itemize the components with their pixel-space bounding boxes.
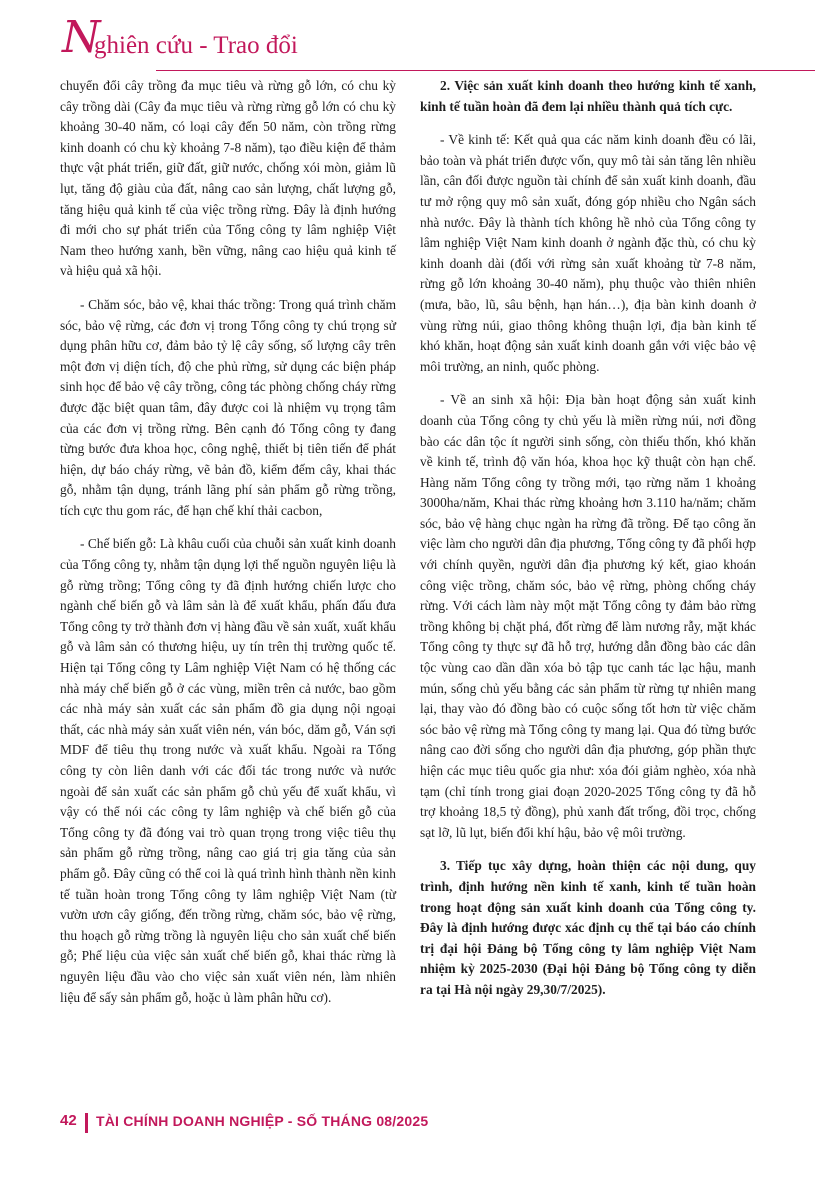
section-heading-2: 2. Việc sản xuất kinh doanh theo hướng kinh tế xanh, kinh tế tuần hoàn đã đem lại nhiều thành quả tích cực. — [420, 78, 756, 114]
paragraph-social-security: - Về an sinh xã hội: Địa bàn hoạt động sản xuất kinh doanh của Tổng công ty chủ yếu là miền rừng núi, nơi đồng bào các dân tộc ít người sinh sống, còn thiếu thốn, khó khăn về kinh tế, trình độ văn hóa, khoa học kỹ thuật còn hạn chế. Hàng năm Tổng công ty trồng mới, tạo rừng năm 1 khoảng 3000ha/năm, Khai thác rừng khoảng hơn 3.110 ha/năm; chăm sóc, bảo vệ hàng chục ngàn ha rừng đã trồng. Để tạo công ăn việc làm cho người dân địa phương, Tổng công ty đã phối hợp với chính quyền, người dân địa phương ký kết, giao khoán công việc trồng, chăm sóc, bảo vệ rừng, phòng chống cháy rừng. Với cách làm này một mặt Tổng công ty đảm bảo rừng trồng không bị chặt phá, đốt rừng để làm nương rẫy, mặt khác Tổng công ty thực sự đã hỗ trợ, hướng dẫn đồng bào các dân tộc vùng cao dần dần xóa bỏ tập tục canh tác lạc hậu, manh mún, sống chủ yếu bằng các sản phẩm từ rừng tự nhiên mang lại, thay vào đó đồng bào có cuộc sống tốt hơn từ việc chăm sóc bảo vệ rừng mà Tổng công ty mang lại. Qua đó từng bước nâng cao đời sống cho người dân địa phương, góp phần thực hiện các mục tiêu quốc gia như: xóa đói giảm nghèo, xóa nhà tạm (chỉ tính trong giai đoạn 2020-2025 Tổng công ty đã hỗ trợ khoảng 18,5 tỷ đồng), phủ xanh đất trống, đồi trọc, chống sạt lỡ, lũ lụt, biến đổi khí hậu, bảo vệ môi trường. — [420, 392, 756, 840]
right-column — [420, 76, 756, 1014]
paragraph-wood-processing: - Chế biến gỗ: Là khâu cuối của chuỗi sản xuất kinh doanh của Tổng công ty, nhằm tận dụng lợi thế nguồn nguyên liệu là gỗ rừng trồng; Tổng công ty đã định hướng chiến lược cho ngành chế biến gỗ và lâm sản là để xuất khẩu, phấn đấu đưa Tổng công ty trở thành đơn vị hàng đầu về sản xuất, xuất khẩu gỗ và lâm sản có thương hiệu, uy tín trên thị trường quốc tế. Hiện tại Tổng công ty Lâm nghiệp Việt Nam có hệ thống các nhà máy chế biến gỗ ở các vùng, miền trên cả nước, bao gồm các nhà máy sản xuất các sản phẩm đồ gia dụng nội ngoại thất, các nhà máy sản xuất viên nén, ván bóc, dăm gỗ, Ván sợi MDF để tiêu thụ trong nước và xuất khẩu. Ngoài ra Tổng công ty còn liên danh với các đối tác trong nước và nước ngoài để sản xuất các sản phẩm gỗ chủ yếu để xuất khẩu, vì vậy có thể nói các công ty lâm nghiệp và chế biến gỗ của Tổng công ty đã đóng vai trò quan trọng trong việc tiêu thụ sản phẩm gỗ rừng trồng, nâng cao giá trị gia tăng của sản phẩm gỗ. Đây cũng có thể coi là quá trình hình thành nền kinh tế tuần hoàn trong Tổng công ty lâm nghiệp Việt Nam (từ vườn ươn cây giống, đến trồng rừng, chăm sóc, bảo vệ rừng, thu hoạch gỗ rừng trồng là nguyên liệu cho sản xuất chế biến gỗ; Phế liệu của việc sản xuất chế biến gỗ, khai thác rừng là nguyên liệu đầu vào cho việc sản xuất viên nén, làm nhiên liệu để sấy sản phẩm gỗ, hoặc ủ làm phân hữu cơ). — [60, 536, 396, 1005]
left-column — [60, 76, 396, 1021]
footer-divider — [85, 1113, 88, 1133]
page-header — [62, 12, 815, 68]
page-number: 42 — [60, 1112, 77, 1129]
section-title: ghiên cứu - Trao đổi — [94, 32, 298, 59]
paragraph-economy: - Về kinh tế: Kết quả qua các năm kinh doanh đều có lãi, bảo toàn và phát triển được vốn, quy mô tài sản tăng lên nhiều lần, cân đối được nguồn tài chính để sản xuất kinh doanh, đầu tư mở rộng quy mô sản xuất, đóng góp nhiều cho Ngân sách nhà nước. Đây là thành tích không hề nhỏ của Tổng công ty lâm nghiệp Việt Nam kinh doanh ở ngành đặc thù, có chu kỳ kinh doanh dài (đối với rừng sản xuất khoảng từ 7-8 năm, rừng gỗ lớn khoảng 30-40 năm), phụ thuộc vào thiên nhiên (mưa, bão, lũ, sâu bệnh, hạn hán…), địa bàn kinh doanh ở vùng rừng núi, giao thông không thuận lợi, địa bàn kinh tế khó khăn, hoạt động sản xuất kinh doanh gắn với việc bảo vệ môi trường, an ninh, quốc phòng. — [420, 132, 756, 374]
header-decorative-initial: N — [62, 12, 101, 63]
publication-name: TÀI CHÍNH DOANH NGHIỆP - SỐ THÁNG 08/2025 — [96, 1113, 429, 1129]
section-heading-3: 3. Tiếp tục xây dựng, hoàn thiện các nội dung, quy trình, định hướng nền kinh tế xanh, kinh tế tuần hoàn trong hoạt động sản xuất kinh doanh của Tổng công ty. Đây là định hướng được xác định cụ thể tại báo cáo chính trị đại hội Đảng bộ Tổng công ty lâm nghiệp Việt Nam nhiệm kỳ 2025-2030 (Đại hội Đảng bộ Tổng công ty diễn ra tại Hà nội ngày 29,30/7/2025). — [420, 858, 756, 997]
paragraph-care-protection: - Chăm sóc, bảo vệ, khai thác trồng: Trong quá trình chăm sóc, bảo vệ rừng, các đơn vị trong Tổng công ty chú trọng sử dụng phân hữu cơ, đảm bảo tỷ lệ cây sống, số lượng cây trên một đơn vị diện tích, độ che phủ rừng, sử dụng các biện pháp sinh học để bảo vệ cây trồng, công tác phòng chống cháy rừng được đặc biệt quan tâm, đây được coi là nhiệm vụ trọng tâm của các đơn vị trồng rừng. Bên cạnh đó Tổng công ty đang từng bước đưa khoa học, công nghệ, thiết bị tiên tiến để phát hiện, dự báo cháy rừng, vẽ bản đồ, kiểm đếm cây, khai thác gỗ, nhằm tận dụng, tránh lãng phí sản phẩm gỗ rừng trồng, tích cực thu gom rác, để hạn chế khí thải cacbon, — [60, 296, 396, 518]
page-footer — [60, 1112, 760, 1136]
paragraph-continued: chuyển đổi cây trồng đa mục tiêu và rừng gỗ lớn, có chu kỳ cây trồng dài (Cây đa mục tiêu và rừng rừng gỗ lớn có chu kỳ khoảng 30-40 năm, có loại cây đến 50 năm, còn trồng rừng kinh doanh có chu kỳ khoảng 7-8 năm), tạo điều kiện để thảm thực vật phát triển, giữ đất, giữ nước, chống xói mòn, giảm lũ lụt, tăng độ giàu của đất, nâng cao sản lượng, chất lượng gỗ, tăng hiệu quả kinh tế của việc trồng rừng. Đây là định hướng đi mới cho sự phát triển của Tổng công ty lâm nghiệp Việt Nam theo hướng xanh, bền vững, nâng cao hiệu quả kinh tế và hiệu quả xã hội. — [60, 78, 396, 279]
header-rule — [156, 70, 815, 71]
